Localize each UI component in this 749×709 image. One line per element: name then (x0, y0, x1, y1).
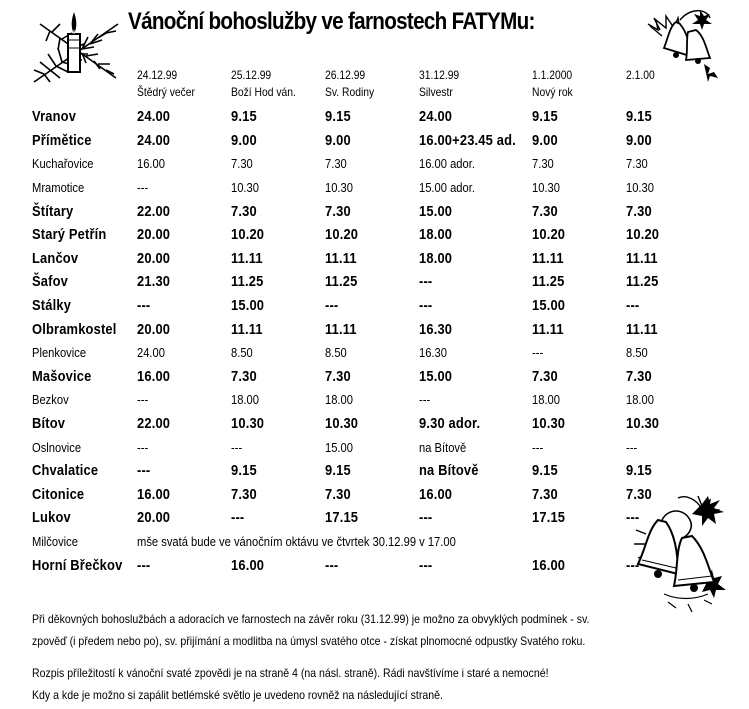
service-time: 20.00 (137, 226, 171, 244)
service-time: 18.00 (325, 392, 354, 408)
service-time: 10.30 (531, 415, 565, 433)
service-time: na Bítově (419, 462, 479, 480)
service-time: 10.30 (625, 415, 659, 433)
service-time: --- (531, 345, 544, 361)
service-time: --- (325, 556, 339, 574)
header-dates-row (32, 68, 686, 85)
service-time: 24.00 (137, 108, 171, 126)
note-line: Při děkovných bohoslužbách a adoracích ve farnostech na závěr roku (31.12.99) je možno za obvyklých podmínek - sv. (32, 612, 590, 626)
place-name: Lančov (32, 249, 79, 267)
service-time: 9.00 (231, 131, 257, 149)
header-date: 31.12.99 (419, 68, 460, 82)
service-time: 15.00 (231, 297, 265, 315)
service-time: --- (137, 392, 149, 408)
place-name: Lukov (32, 509, 71, 527)
place-name: Stálky (32, 297, 72, 315)
service-time: 24.00 (137, 345, 166, 361)
service-time: --- (419, 273, 433, 291)
service-time: 11.11 (231, 320, 263, 338)
place-name: Šafov (32, 273, 68, 291)
place-name: Olbramkostel (32, 320, 117, 338)
header-day-name: Sv. Rodiny (325, 85, 375, 99)
header-corner (32, 68, 137, 85)
service-time: 16.00 (231, 556, 265, 574)
service-time: --- (531, 439, 544, 455)
service-time: 7.30 (625, 156, 648, 172)
service-time: --- (625, 297, 640, 315)
milcovice-note: mše svatá bude ve vánočním oktávu ve čtvrtek 30.12.99 v 17.00 (137, 533, 456, 549)
table-row (32, 129, 686, 153)
header-day-name: Štědrý večer (137, 85, 196, 99)
table-row (32, 294, 686, 318)
service-time: 17.15 (325, 509, 359, 527)
service-time: 16.00 ador. (419, 156, 476, 172)
service-time: --- (625, 439, 638, 455)
service-time: --- (419, 509, 433, 527)
place-name: Mašovice (32, 367, 92, 385)
service-time: 22.00 (137, 415, 171, 433)
service-time: --- (137, 439, 149, 455)
service-time: 24.00 (137, 131, 171, 149)
place-name: Přímětice (32, 131, 92, 149)
service-time: 9.15 (231, 462, 257, 480)
place-name: Oslnovice (32, 439, 82, 455)
service-time: 9.15 (325, 108, 351, 126)
table-row (32, 483, 686, 507)
service-time: 7.30 (325, 367, 351, 385)
service-time: 10.20 (531, 226, 565, 244)
table-row (32, 176, 686, 200)
place-name: Štítary (32, 202, 74, 220)
service-time: --- (231, 439, 243, 455)
service-time: 18.00 (419, 226, 453, 244)
service-time: 7.30 (325, 156, 347, 172)
table-row (32, 506, 686, 530)
place-name: Bezkov (32, 392, 69, 408)
service-time: 16.00 (137, 485, 171, 503)
header-day-name: Nový rok (531, 85, 573, 99)
table-row (32, 459, 686, 483)
service-time: 24.00 (419, 108, 453, 126)
service-time: 18.00 (419, 249, 453, 267)
service-time: --- (625, 556, 640, 574)
service-time: --- (419, 392, 431, 408)
table-row (32, 223, 686, 247)
service-time: 11.25 (231, 273, 264, 291)
service-time: --- (137, 556, 151, 574)
table-row (32, 105, 686, 129)
service-time: 11.11 (531, 249, 564, 267)
place-name: Vranov (32, 108, 77, 126)
service-time: --- (325, 297, 339, 315)
service-time: --- (137, 297, 151, 315)
header-date: 2.1.00 (625, 68, 655, 82)
note-line: Kdy a kde je možno si zapálit betlémské světlo je uvedeno rovněž na následující straně. (32, 688, 443, 702)
service-time: 9.15 (325, 462, 351, 480)
header-day-name: Boží Hod ván. (231, 85, 296, 99)
service-time: --- (419, 556, 433, 574)
service-time: --- (625, 509, 640, 527)
service-time: 15.00 (419, 202, 453, 220)
service-time: 20.00 (137, 249, 171, 267)
service-time: 9.15 (531, 462, 558, 480)
service-time: 7.30 (231, 485, 257, 503)
service-time: 7.30 (231, 367, 257, 385)
service-time: 11.11 (625, 249, 658, 267)
service-time: 7.30 (625, 485, 652, 503)
service-time: 9.15 (625, 462, 652, 480)
note-paragraph-confession (32, 662, 732, 706)
service-time: 8.50 (325, 345, 347, 361)
service-time: 16.00 (137, 367, 171, 385)
service-time: 7.30 (625, 367, 652, 385)
service-time: --- (137, 462, 151, 480)
service-time: 7.30 (531, 202, 558, 220)
service-time: 10.30 (325, 180, 354, 196)
place-name: Kuchařovice (32, 156, 94, 172)
service-time: 8.50 (231, 345, 253, 361)
service-time: 7.30 (231, 202, 257, 220)
service-time: --- (419, 297, 433, 315)
schedule-rows (32, 105, 686, 577)
service-time: 7.30 (531, 367, 558, 385)
header-date: 25.12.99 (231, 68, 272, 82)
header-date: 26.12.99 (325, 68, 366, 82)
table-row (32, 247, 686, 271)
service-time: 11.25 (325, 273, 358, 291)
service-time: 16.30 (419, 345, 448, 361)
service-time: 16.00+23.45 ad. (419, 131, 517, 149)
service-time: 11.11 (625, 320, 658, 338)
service-time: 16.00 (419, 485, 453, 503)
service-time: 18.00 (531, 392, 560, 408)
header-day-name: Silvestr (419, 85, 453, 99)
service-time: 9.00 (531, 131, 558, 149)
service-time: 15.00 (419, 367, 453, 385)
service-time: --- (137, 180, 149, 196)
table-row (32, 553, 686, 577)
service-time: 20.00 (137, 509, 171, 527)
service-time: 10.30 (531, 180, 560, 196)
service-time: 16.00 (137, 156, 166, 172)
service-time: 9.00 (625, 131, 652, 149)
service-time: 9.15 (531, 108, 558, 126)
place-name: Mramotice (32, 180, 85, 196)
service-time: 9.15 (231, 108, 257, 126)
service-time: 15.00 (531, 297, 565, 315)
note-paragraph-indulgence (32, 608, 732, 652)
table-row (32, 199, 686, 223)
service-time: 7.30 (231, 156, 253, 172)
service-time: 17.15 (531, 509, 565, 527)
service-time: 7.30 (325, 202, 351, 220)
service-time: 9.30 ador. (419, 415, 481, 433)
service-time: 22.00 (137, 202, 171, 220)
service-time: 11.11 (325, 249, 357, 267)
service-time: 16.00 (531, 556, 565, 574)
service-time: 7.30 (531, 485, 558, 503)
service-time: 8.50 (625, 345, 648, 361)
table-row (32, 341, 686, 365)
service-time: 9.15 (625, 108, 652, 126)
header-day-name (626, 85, 686, 105)
place-name: Starý Petřín (32, 226, 107, 244)
header-date: 1.1.2000 (531, 68, 573, 82)
place-name: Chvalatice (32, 462, 99, 480)
header-date: 24.12.99 (137, 68, 178, 82)
service-time: 7.30 (325, 485, 351, 503)
note-line: zpověď (i předem nebo po), sv. přijímání a modlitba na úmysl svatého otce - získat plnomocné odpustky Svatého roku. (32, 634, 586, 648)
service-time: 7.30 (625, 202, 652, 220)
table-row (32, 365, 686, 389)
service-time: 18.00 (231, 392, 260, 408)
schedule-table (32, 68, 686, 577)
service-time: 10.20 (625, 226, 659, 244)
table-row (32, 270, 686, 294)
place-name: Plenkovice (32, 345, 87, 361)
place-name: Citonice (32, 485, 85, 503)
service-time: 18.00 (625, 392, 654, 408)
service-time: 10.20 (325, 226, 359, 244)
service-time: na Bítově (419, 439, 467, 455)
table-row (32, 435, 686, 459)
service-time: 20.00 (137, 320, 171, 338)
service-time: 11.25 (531, 273, 565, 291)
service-time: --- (231, 509, 245, 527)
table-row (32, 412, 686, 436)
table-row (32, 388, 686, 412)
service-time: 10.30 (231, 415, 265, 433)
service-time: 15.00 (325, 439, 354, 455)
service-time: 11.11 (531, 320, 564, 338)
table-row (32, 152, 686, 176)
service-time: 11.25 (625, 273, 659, 291)
service-time: 15.00 ador. (419, 180, 476, 196)
service-time: 10.20 (231, 226, 265, 244)
note-line: Rozpis příležitostí k vánoční svaté zpovědi je na straně 4 (na násl. straně). Rádi navštívíme i staré a nemocné! (32, 666, 549, 680)
header-names-row (32, 85, 686, 105)
place-name: Bítov (32, 415, 66, 433)
service-time: 10.30 (231, 180, 260, 196)
table-row-milcovice (32, 530, 686, 554)
service-time: 11.11 (231, 249, 263, 267)
service-time: 7.30 (531, 156, 554, 172)
service-time: 21.30 (137, 273, 171, 291)
page-title: Vánoční bohoslužby ve farnostech FATYMu: (128, 8, 535, 35)
service-time: 9.00 (325, 131, 351, 149)
service-time: 10.30 (325, 415, 359, 433)
service-time: 10.30 (625, 180, 654, 196)
table-row (32, 317, 686, 341)
service-time: 16.30 (419, 320, 453, 338)
place-name: Milčovice (32, 533, 78, 549)
service-time: 11.11 (325, 320, 357, 338)
place-name: Horní Břečkov (32, 556, 123, 574)
